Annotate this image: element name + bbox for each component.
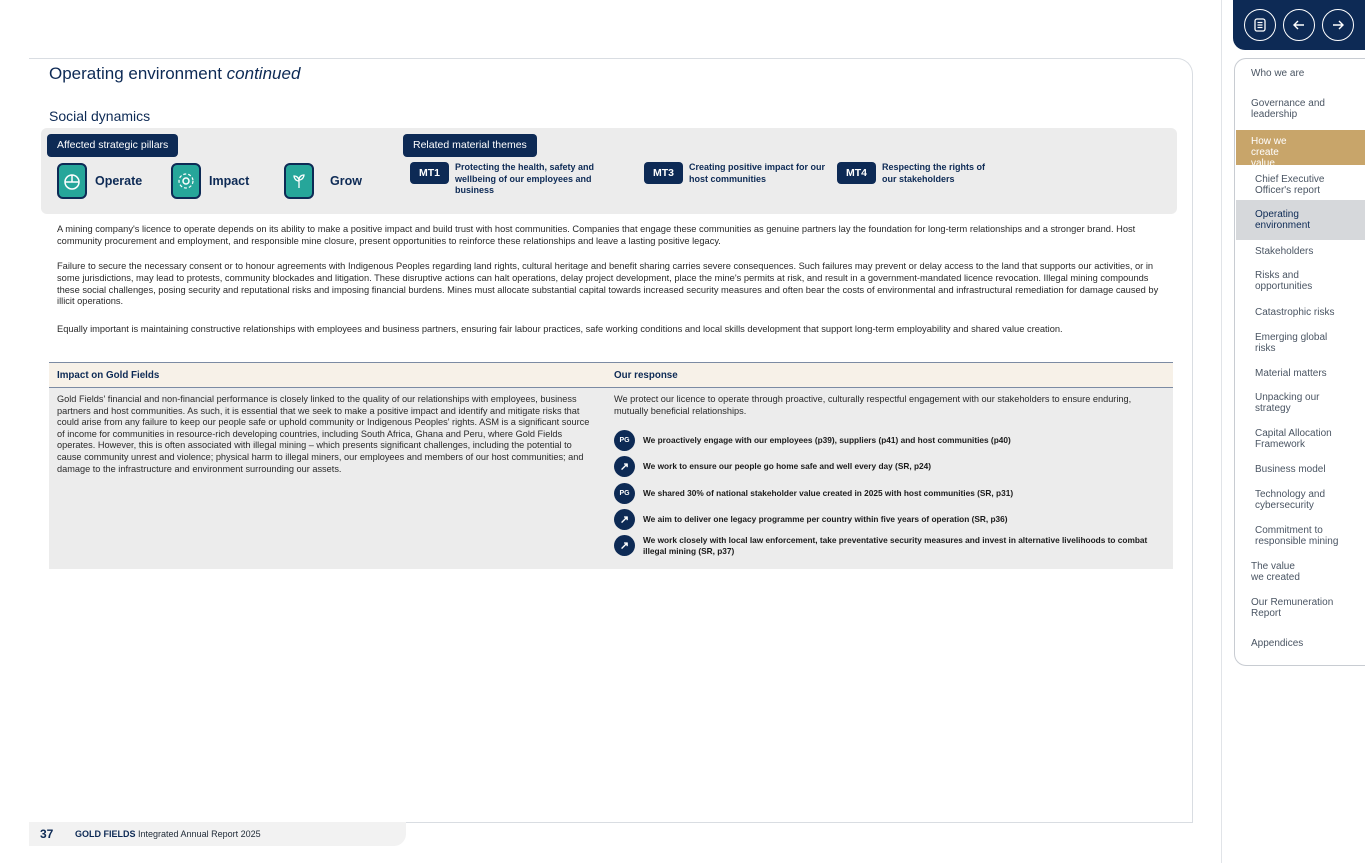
grow-icon	[284, 163, 314, 199]
contents-icon[interactable]	[1244, 9, 1276, 41]
nav-item-stakeholders[interactable]: Stakeholders	[1255, 246, 1314, 257]
response-text: We shared 30% of national stakeholder value created in 2025 with host communities (SR, p31)	[643, 488, 1014, 499]
nav-item-catastrophic-risks[interactable]: Catastrophic risks	[1255, 307, 1335, 318]
theme-text: Respecting the rights of our stakeholders	[882, 162, 986, 184]
page-title-emphasis: continued	[226, 64, 301, 83]
themes-tag: Related material themes	[403, 134, 537, 157]
arrow-right-icon[interactable]	[1322, 9, 1354, 41]
theme-mt3	[644, 162, 834, 185]
external-link-icon: ↗	[614, 509, 635, 530]
pillars-tag: Affected strategic pillars	[47, 134, 178, 157]
response-text: We work closely with local law enforcement, take preventative security measures and invest in alternative livelihoods to combat illegal mining (SR, p37)	[643, 535, 1148, 556]
footer-report: Integrated Annual Report 2025	[138, 829, 261, 839]
page-number: 37	[40, 827, 54, 841]
body-paragraph-3: Equally important is maintaining constructive relationships with employees and business partners, ensuring fair labour practices, safe working conditions and local skills development that support long-term employability and shared value creation.	[57, 324, 1063, 334]
nav-item-value-created[interactable]: The value we created	[1251, 561, 1300, 583]
body-paragraph-2: Failure to secure the necessary consent or to honour agreements with Indigenous Peoples regarding land rights, cultural heritage and benefit sharing carries severe consequences. Such failures may prevent or delay access to the land that supports our activities, or in some jurisdictions, may lead to protests, community blockades and litigation. These disruptive actions can halt operations, delay project development, place the mine's permits at risk, and result in a government-mandated licence revocation. Illegal mining compounds these social challenges, posing security and reputational risks and imposing financial burdens. Mines must allocate substantial capital towards increased security measures and often bear the costs of environmental and infrastructural remediation for damage caused by illicit operations.	[57, 261, 1159, 307]
theme-code: MT3	[644, 162, 683, 184]
nav-item-capital-allocation[interactable]: Capital Allocation Framework	[1255, 428, 1332, 450]
footer-brand: GOLD FIELDS	[75, 829, 136, 839]
nav-item-remuneration[interactable]: Our Remuneration Report	[1251, 597, 1334, 619]
footer-text	[75, 829, 261, 839]
nav-item-emerging-global-risks[interactable]: Emerging global risks	[1255, 332, 1328, 354]
nav-item-who-we-are[interactable]: Who we are	[1251, 68, 1305, 79]
response-item[interactable]	[614, 509, 1166, 530]
theme-text: Creating positive impact for our host communities	[689, 162, 826, 184]
impact-column-header: Impact on Gold Fields	[57, 370, 160, 381]
external-link-icon: ↗	[614, 456, 635, 477]
theme-mt4	[837, 162, 1007, 185]
nav-item-appendices[interactable]: Appendices	[1251, 638, 1304, 649]
theme-code: MT1	[410, 162, 449, 184]
impact-icon	[171, 163, 201, 199]
nav-toolbar	[1233, 0, 1365, 50]
page-reference-icon: PG	[614, 483, 635, 504]
page-title-main: Operating environment	[49, 64, 222, 83]
response-column-header: Our response	[614, 370, 678, 381]
impact-text: Gold Fields' financial and non-financial performance is closely linked to the quality of our relationships with employees, business partners and host communities. As such, it is essential that we seek to make a positive impact and identify and mitigate risks that could arise from any failure to keep our people safe or uphold community or Indigenous Peoples' rights. ASM is a significant source of income for communities in resource-rich developing countries, including South Africa, Ghana and Peru, where Gold Fields operates. However, this is often associated with illegal mining – which presents significant challenges, including the potential to cause community unrest and violence; physical harm to illegal miners, our employees and members of our host communities; and damage to the infrastructure and environment surrounding our assets.	[57, 394, 590, 474]
nav-item-technology[interactable]: Technology and cybersecurity	[1255, 489, 1326, 511]
section-title: Social dynamics	[49, 108, 151, 124]
response-text: We proactively engage with our employees (p39), suppliers (p41) and host communities (p40)	[643, 435, 1011, 446]
theme-text: Protecting the health, safety and wellbeing of our employees and business	[455, 162, 595, 195]
nav-divider	[1221, 0, 1222, 863]
response-intro: We protect our licence to operate through proactive, culturally respectful engagement with our stakeholders to ensure enduring, mutually beneficial relationships.	[614, 394, 1132, 416]
nav-item-unpacking-strategy[interactable]: Unpacking our strategy	[1255, 392, 1320, 414]
pillar-label: Operate	[95, 174, 143, 188]
page-reference-icon: PG	[614, 430, 635, 451]
helmet-icon	[57, 163, 87, 199]
nav-item-business-model[interactable]: Business model	[1255, 464, 1326, 475]
nav-item-how-we-create-value[interactable]: How we create value	[1236, 130, 1365, 165]
response-item[interactable]	[614, 430, 1166, 451]
response-item[interactable]	[614, 483, 1166, 504]
pillar-label: Grow	[330, 174, 362, 188]
nav-item-risks-opportunities[interactable]: Risks and opportunities	[1255, 270, 1313, 292]
response-text: We work to ensure our people go home safe and well every day (SR, p24)	[643, 461, 932, 472]
nav-item-responsible-mining[interactable]: Commitment to responsible mining	[1255, 525, 1339, 547]
table-header	[49, 362, 1173, 388]
response-item[interactable]	[614, 535, 1166, 556]
body-paragraph-1: A mining company's licence to operate depends on its ability to make a positive impact and build trust with host communities. Companies that engage these communities as genuine partners lay the foundation for long-term relationships and a stronger brand. Host community procurement and employment, and responsible mine closure, present opportunities to reinforce these relationships and leave a lasting positive legacy.	[57, 224, 1136, 246]
nav-item-operating-environment[interactable]: Operating environment	[1236, 200, 1365, 240]
arrow-left-icon[interactable]	[1283, 9, 1315, 41]
pillar-grow	[284, 163, 362, 199]
page-title	[49, 64, 300, 84]
pillar-label: Impact	[209, 174, 250, 188]
nav-item-ceo-report[interactable]: Chief Executive Officer's report	[1255, 174, 1325, 196]
pillar-operate	[57, 163, 142, 199]
response-item[interactable]	[614, 456, 1166, 477]
response-text: We aim to deliver one legacy programme per country within five years of operation (SR, p36)	[643, 514, 1008, 525]
nav-item-material-matters[interactable]: Material matters	[1255, 368, 1327, 379]
theme-code: MT4	[837, 162, 876, 184]
pillar-impact	[171, 163, 249, 199]
external-link-icon: ↗	[614, 535, 635, 556]
nav-item-governance[interactable]: Governance and leadership	[1251, 98, 1325, 120]
theme-mt1	[410, 162, 610, 197]
